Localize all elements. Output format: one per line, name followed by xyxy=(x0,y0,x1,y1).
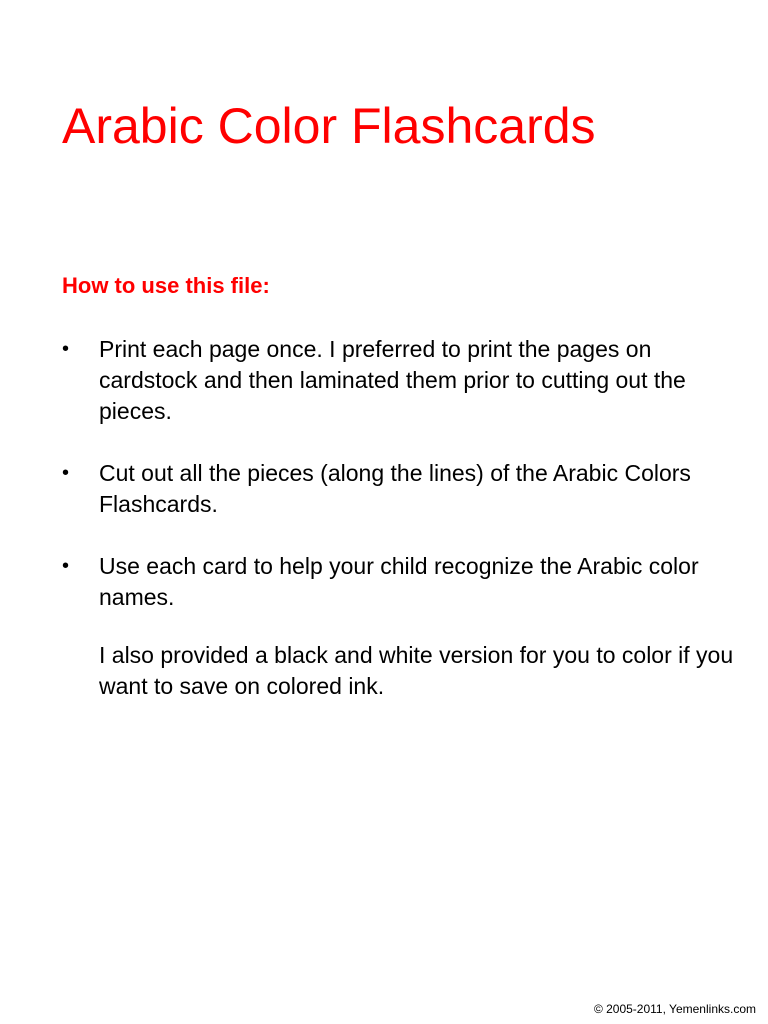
bullet-icon: • xyxy=(62,462,70,484)
instructions-list xyxy=(62,334,742,644)
bullet-icon: • xyxy=(62,338,70,360)
instruction-text: Cut out all the pieces (along the lines) of the Arabic Colors Flashcards. xyxy=(99,460,691,517)
copyright-footer: © 2005-2011, Yemenlinks.com xyxy=(593,1002,756,1016)
instruction-item-cut xyxy=(62,458,742,520)
instruction-item-print xyxy=(62,334,742,427)
instruction-text: Print each page once. I preferred to print the pages on cardstock and then laminated them prior to cutting out the pieces. xyxy=(99,336,686,424)
page-title: Arabic Color Flashcards xyxy=(62,98,596,154)
instruction-item-use xyxy=(62,551,742,613)
instructions-heading: How to use this file: xyxy=(62,273,270,298)
instruction-text: Use each card to help your child recognize the Arabic color names. xyxy=(99,553,699,610)
bullet-icon: • xyxy=(62,555,70,577)
black-white-note: I also provided a black and white version for you to color if you want to save on colored ink. xyxy=(99,642,734,699)
